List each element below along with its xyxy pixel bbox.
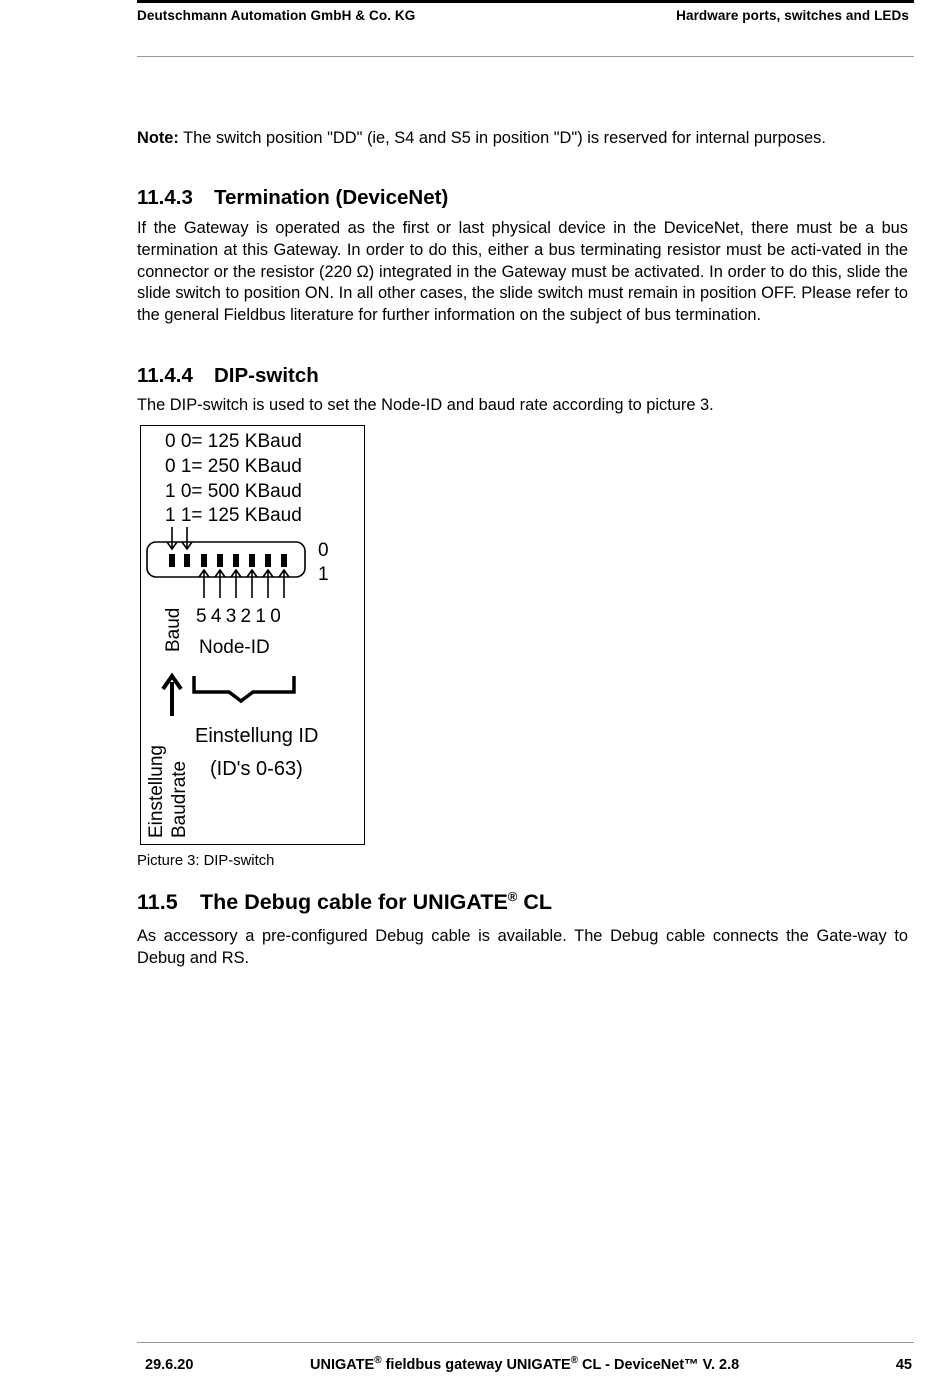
heading-debug-cable (137, 889, 908, 915)
debug-cable-paragraph: As accessory a pre-configured Debug cable is available. The Debug cable connects the Gate-way to Debug and RS. (137, 927, 908, 967)
dip-lever-id-4 (217, 554, 223, 567)
position-off-label: 0 (318, 540, 329, 561)
footer-rule (137, 1342, 914, 1343)
footer-doc-part-a: UNIGATE (310, 1357, 375, 1373)
header-chapter: Hardware ports, switches and LEDs (676, 8, 909, 23)
baud-line-2: 1 0= 500 KBaud (165, 481, 302, 502)
baud-line-0: 0 0= 125 KBaud (165, 431, 302, 452)
heading-debug-cable-number: 11.5 (137, 890, 178, 914)
node-id-label: Node-ID (199, 637, 270, 658)
dip-lever-baud-0 (184, 554, 190, 567)
heading-debug-cable-title-post: CL (517, 890, 553, 914)
id-range-label: (ID's 0-63) (210, 758, 303, 780)
baud-line-3: 1 1= 125 KBaud (165, 505, 302, 526)
heading-termination-title: Termination (DeviceNet) (214, 186, 449, 209)
position-on-label: 1 (318, 564, 329, 585)
dip-switch-diagram (141, 426, 366, 846)
termination-paragraph: If the Gateway is operated as the first or last physical device in the DeviceNet, there must be a bus termination at this Gateway. In order to do this, either a bus terminating resistor must be acti-vated in the connector or the resistor (220 Ω) integrated in the Gateway must be activated. In order to do this, slide the slide switch to position ON. In all other cases, the slide switch must remain in position OFF. Please refer to the general Fieldbus literature for further information on the subject of bus termination. (137, 219, 908, 325)
dip-lever-id-3 (233, 554, 239, 567)
figure-caption: Picture 3: DIP-switch (137, 853, 275, 869)
einstellung-id-label: Einstellung ID (195, 725, 319, 747)
header-top-bar (137, 0, 914, 3)
header-rule (137, 56, 914, 57)
dip-lever-baud-1 (169, 554, 175, 567)
dip-switch-figure (140, 425, 365, 845)
note-label: Note: (137, 129, 179, 147)
footer-registered-1: ® (374, 1355, 382, 1366)
node-id-arrows (199, 570, 289, 598)
node-id-bit-labels: 5 4 3 2 1 0 (196, 606, 281, 627)
dip-lever-id-2 (249, 554, 255, 567)
header-company: Deutschmann Automation GmbH & Co. KG (137, 8, 416, 23)
dip-lever-id-5 (201, 554, 207, 567)
baud-line-1: 0 1= 250 KBaud (165, 456, 302, 477)
node-id-bracket (194, 676, 294, 701)
dip-lever-id-1 (265, 554, 271, 567)
footer-document-title (310, 1357, 739, 1373)
heading-termination (137, 186, 908, 210)
footer-date: 29.6.20 (145, 1357, 194, 1373)
note-paragraph (137, 128, 908, 150)
footer-doc-part-c: CL - DeviceNet™ V. 2.8 (578, 1357, 740, 1373)
heading-dip-switch (137, 364, 908, 388)
footer-doc-part-b: fieldbus gateway UNIGATE (381, 1357, 571, 1373)
heading-dip-switch-number: 11.4.4 (137, 364, 193, 387)
einstellung-baudrate-line2: Baudrate (169, 760, 190, 838)
heading-debug-cable-title-pre: The Debug cable for UNIGATE (200, 890, 508, 914)
dip-switch-paragraph: The DIP-switch is used to set the Node-ID and baud rate according to picture 3. (137, 396, 714, 414)
registered-mark: ® (507, 889, 518, 904)
footer-page-number: 45 (895, 1357, 912, 1373)
einstellung-baudrate-line1: Einstellung (146, 745, 167, 838)
heading-dip-switch-title: DIP-switch (214, 364, 319, 387)
footer-registered-2: ® (570, 1355, 579, 1366)
baud-label: Baud (163, 607, 184, 652)
dip-lever-id-0 (281, 554, 287, 567)
note-text: The switch position "DD" (ie, S4 and S5 in position "D") is reserved for internal purposes. (178, 129, 826, 147)
heading-termination-number: 11.4.3 (137, 186, 193, 209)
